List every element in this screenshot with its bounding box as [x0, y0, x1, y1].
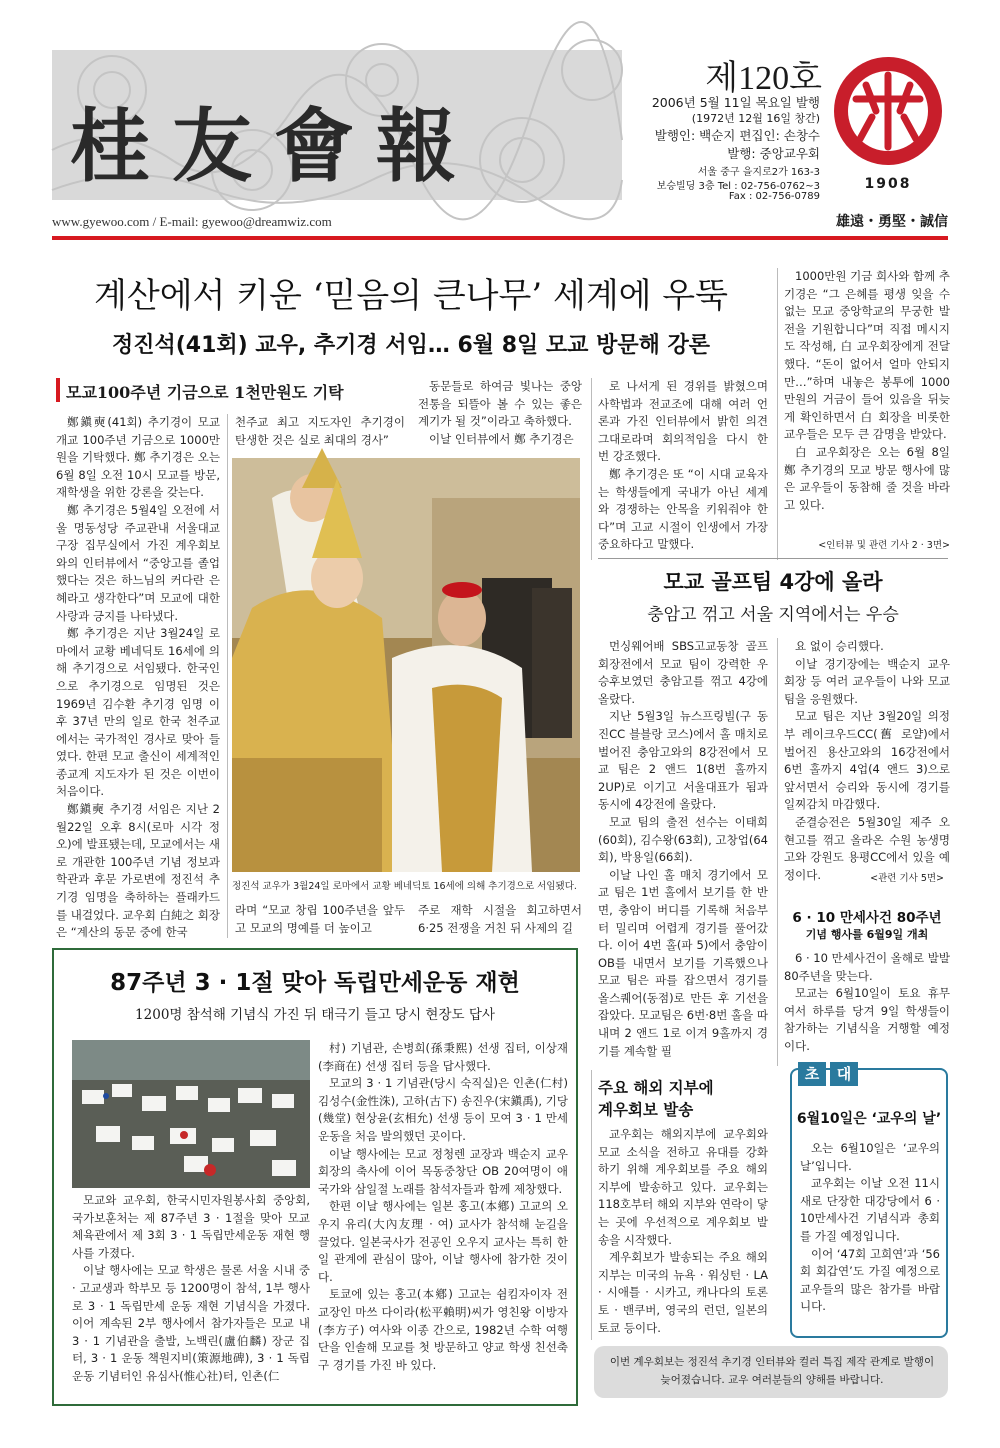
golf-column-1: 먼싱웨어배 SBS고교동창 골프회장전에서 모교 팀이 강력한 우승후보였던 충암고를 꺾고 4강에 올랐다. 지난 5월3일 뉴스프링빌(구 동진CC 블블랑 코스)에서 홀 매치로 벌어진 충암고와의 8강전에서 모교 팀은 2 앤드 1(8번 홀까지 2UP)로 이기고 서울대표가 됨과 동시에 4강전에 올랐다. 모교 팀의 출전 선수는 이태희(60회), 김수왕(63회), 고창업(64회), 박용일(66회). 이날 나인 홀 매치 경기에서 모교 팀은 1번 홀에서 보기를 한 반면, 충암이 버디를 기록해 처음부터 밀리며 어렵게 경기를 풀어갔다. 이어 4번 홀(파 5)에서 충암이 OB를 내면서 보기를 기록했으나 모교 팀은 파를 잡으면서 경기를 올스퀘어(동점)로 만든 후 기선을 잡았다. 모교팀은 6번·8번 홀을 따내며 2 앤드 1로 이겨 9홀까지 경기를 계속할 필 [598, 639, 768, 1058]
lead-column-3-top: 동문들로 하여금 빛나는 중앙 전통을 되뜰아 볼 수 있는 좋은 계기가 될 것”이라고 축하했다. 이날 인터뷰에서 鄭 추기경은 [418, 379, 582, 446]
lead-column-2-top: 천주교 최고 지도자인 추기경이 탄생한 것은 실로 최대의 경사” [235, 415, 405, 447]
golf-related-note: <관련 기사 5면> [870, 873, 944, 884]
column-divider [777, 638, 778, 1066]
column-divider [591, 1070, 592, 1340]
masthead-title: 桂友會報 [70, 99, 478, 193]
lead-column-1: 鄭鎭奭(41회) 추기경이 모교 개교 100주년 기금으로 1000만원을 기탁했다. 鄭 추기경은 오는 6월 8일 오전 10시 모교를 방문, 재학생을 위한 강론을 갖는다. 鄭 추기경은 5월4일 오전에 서울 명동성당 주교관내 서울대교구장 집무실에서 가진 계우회보와의 인터뷰에서 “중앙고를 졸업했다는 것은 하느님의 커다란 은혜라고 생각한다”며 모교에 대한 사랑과 긍지를 나타냈다. 鄭 추기경은 지난 3월24일 로마에서 교황 베네딕토 16세에 의해 추기경으로 서임됐다. 한국인으로 추기경으로 임명된 것은 1969년 김수환 추기경 임명 이후 37년 만의 일로 한국 천주교에서는 국가적인 경사로 맞아 들였다. 한편 모교 출신이 세계적인 종교계 지도자가 된 것은 이번이 처음이다. 鄭鎭奭 추기경 서임은 지난 2월22일 오후 8시(로마 시각 정오)에 발표됐는데, 모교에서는 새로 개관한 100주년 기념 정보과학관과 후문 가로변에 정진석 추기경 임명을 축하하는 플래카드를 내걸었다. 교우회 白純之 회장은 “계산의 동문 중에 한국 [56, 415, 220, 940]
invite-badge-2: 대 [830, 1062, 858, 1086]
cardinal-ceremony-photo [232, 458, 580, 872]
school-emblem-icon [832, 55, 944, 167]
column-divider [227, 414, 228, 938]
column-divider [777, 268, 778, 560]
logo-year: 1908 [864, 176, 912, 192]
lead-subhead: 정진석(41회) 교우, 추기경 서임… 6월 8일 모교 방문해 강론 [111, 333, 710, 358]
address-line-2: 보승빌딩 3층 Tel : 02-756-0762~3 [656, 181, 820, 192]
column-divider [591, 378, 592, 560]
section-title: 모교100주년 기금으로 1천만원도 기탁 [66, 383, 344, 402]
lead-column-2-bottom: 라며 “모교 창립 100주년을 앞두고 모교의 명예를 더 높이고 [235, 903, 405, 935]
lead-related-note: <인터뷰 및 관련 기사 2 · 3면> [818, 540, 950, 551]
section-marker [56, 378, 60, 402]
independence-rally-photo [72, 1040, 310, 1188]
six-ten-headline: 6 · 10 만세사건 80주년 [792, 910, 942, 926]
founded-date: (1972년 12월 16일 창간) [691, 112, 820, 125]
six-ten-subhead: 기념 행사를 6월9일 개최 [805, 928, 929, 941]
fax-line: Fax : 02-756-0789 [728, 191, 820, 202]
lead-column-4: 로 나서게 된 경위를 밝혔으며 사학법과 전교조에 대해 여러 언론과 가진 인터뷰에서 밝힌 의견 그대로라며 회의적임을 다시 한 번 강조했다. 鄭 추기경은 또 “이 시대 교육자는 학생들에게 국내가 아닌 세계와 경쟁하는 안목을 키워줘야 한다”며 고교 시절이 인생에서 가장 중요하다고 말했다. [598, 379, 768, 552]
address-line-1: 서울 중구 을지로2가 163-3 [697, 167, 820, 178]
masthead-rule [52, 236, 948, 240]
invite-headline: 6월10일은 ‘교우의 날’ [796, 1111, 942, 1127]
issue-number: 제120호 [705, 60, 822, 97]
golf-column-2: 요 없이 승리했다. 이날 경기장에는 백순지 교우회장 등 여러 교우들이 나와 모교 팀을 응원했다. 모교 팀은 지난 3월20일 의정부 레이크우드CC(舊 로얄)에서 벌어진 용산고와의 16강전에서 6번 홀까지 4업(4 앤드 3)으로 앞서면서 승리와 동시에 경기를 일찌감치 마감했다. 준결승전은 5월30일 제주 오현고를 꺾고 올라온 수원 농생명고와 강원도 용평CC에서 있을 예정이다. [784, 639, 950, 882]
school-motto: 雄遠・勇堅・誠信 [836, 214, 948, 230]
overseas-body: 교우회는 해외지부에 교우회와 모교 소식을 전하고 유대를 강화하기 위해 계우회보를 주요 해외 지부에 발송하고 있다. 교우회는 118호부터 해외 지부와 연락이 닿는 곳에 우선적으로 계우회보 발송을 시작했다. 계우회보가 발송되는 주요 해외 지부는 미국의 뉴욕 · 워싱턴 · LA · 시애틀 · 시카고, 캐나다의 토론토 · 밴쿠버, 영국의 런던, 일본의 토쿄 등이다. [598, 1127, 768, 1335]
overseas-headline-line-1: 주요 해외 지부에 [598, 1079, 714, 1097]
march-first-column-2: 村) 기념관, 손병희(孫秉熙) 선생 집터, 이상재(李商在) 선생 집터 등을 답사했다. 모교의 3 · 1 기념관(당시 숙직실)은 인촌(仁村) 김성수(金性洙), 고하(古下) 송진우(宋鎭禹), 기당(幾堂) 현상윤(玄相允) 선생 등이 모여 3 · 1 만세 운동을 처음 발의했던 곳이다. 이날 행사에는 모교 정청렌 교장과 백순지 교우회장의 축사에 이어 목동중창단 OB 20여명이 애국가와 삼일절 노래를 참석자들과 함께 제창했다. 한편 이날 행사에는 일본 홍고(本鄕) 고교의 오우지 유리(大內友理 · 여) 교사가 참석해 눈길을 끌었다. 일본국사가 전공인 오우지 교사는 특히 한일 관계에 관심이 많아, 이날 행사에 참가한 것이다. 토쿄에 있는 홍고(本鄕) 고교는 쉼킴자이자 전 교장인 마쓰 다이라(松平賴明)씨가 영친왕 이방자(李方子) 여사와 이종 간으로, 1982년 수학 여행단을 인솔해 모교를 첫 방문하고 양교 학생 친선축구 경기를 가진 바 있다. [318, 1041, 568, 1372]
publisher-line: 발행인: 백순지 편집인: 손창수 [654, 128, 820, 143]
overseas-headline-line-2: 계우회보 발송 [598, 1101, 694, 1119]
golf-headline: 모교 골프팀 4강에 올라 [663, 570, 883, 594]
section-divider [598, 558, 948, 559]
notice-line-2: 늦어졌습니다. 교우 여러분들의 양해를 바랍니다. [660, 1374, 884, 1386]
march-first-subhead: 1200명 참석해 기념식 가진 뒤 태극기 들고 당시 현장도 답사 [135, 1007, 495, 1023]
march-first-column-1: 모교와 교우회, 한국시민자원봉사회 중앙회, 국가보훈처는 제 87주년 3 · 1절을 맞아 모교 체육관에서 제 3회 3 · 1 독립만세운동 재현 행사를 가졌다. 이날 행사에는 모교 학생은 물론 서울 시내 중 · 고교생과 학부모 등 1200명이 참석, 1부 행사로 3 · 1 독립만세 운동 재현 기념식을 가졌다. 이어 계속된 2부 행사에서 참가자들은 모교 내 3 · 1 기념관을 출발, 노백린(盧伯麟) 장군 집터, 3 · 1 운동 책원지비(策源地碑), 3 · 1 독립운동 기념터인 유심사(惟心社)터, 인촌(仁 [72, 1193, 310, 1383]
lead-headline: 계산에서 키운 ‘믿음의 큰나무’ 세계에 우뚝 [94, 276, 728, 316]
invite-badge-1: 초 [798, 1062, 826, 1086]
march-first-headline: 87주년 3 · 1절 맞아 독립만세운동 재현 [110, 970, 520, 996]
lead-column-3-bottom: 주로 재학 시절을 회고하면서 6·25 전쟁을 거친 뒤 사제의 길 [418, 903, 582, 935]
lead-column-5: 1000만원 기금 희사와 함께 추기경은 “그 은혜를 평생 잊을 수 없는 모교 중앙학교의 무궁한 발전을 기원합니다”며 직접 메시지도 작성해, 白 교우회장에게 전달했다. “돈이 없어서 얼마 안되지만…”하며 내놓은 봉투에 1000만원의 거금이 들어 있음을 뒤늦게 확인하면서 白 회장을 비롯한 교우들은 모두 큰 감명을 받았다. 白 교우회장은 오는 6월 8일 鄭 추기경의 모교 방문 행사에 많은 교우들이 동참해 줄 것을 바라고 있다. [784, 269, 950, 512]
six-ten-body: 6 · 10 만세사건이 올해로 발발 80주년을 맞는다. 모교는 6월10일이 토요 휴무여서 하루를 당겨 9일 학생들이 참가하는 기념식을 거행할 예정이다. [784, 951, 950, 1053]
issuer-line: 발행: 중앙교우회 [727, 146, 820, 161]
invite-body: 오는 6월10일은 ‘교우의 날’입니다. 교우회는 이날 오전 11시 새로 단장한 대강당에서 6 · 10만세사건 기념식과 총회를 가질 예정입니다. 이어 ‘47회 고희연’과 ‘56회 회갑연’도 가질 예정으로 교우들의 많은 참가를 바랍니다. [800, 1141, 940, 1314]
notice-line-1: 이번 계우회보는 정진석 추기경 인터뷰와 컬러 특집 제작 관계로 발행이 [609, 1356, 935, 1368]
contact-line[interactable]: www.gyewoo.com / E-mail: gyewoo@dreamwiz.com [52, 214, 332, 229]
publish-date: 2006년 5월 11일 목요일 발행 [651, 95, 820, 110]
photo-caption: 정진석 교우가 3월24일 로마에서 교황 베네딕토 16세에 의해 추기경으로 서임됐다. [232, 881, 577, 892]
golf-subhead: 충암고 꺾고 서울 지역에서는 우승 [647, 605, 899, 625]
